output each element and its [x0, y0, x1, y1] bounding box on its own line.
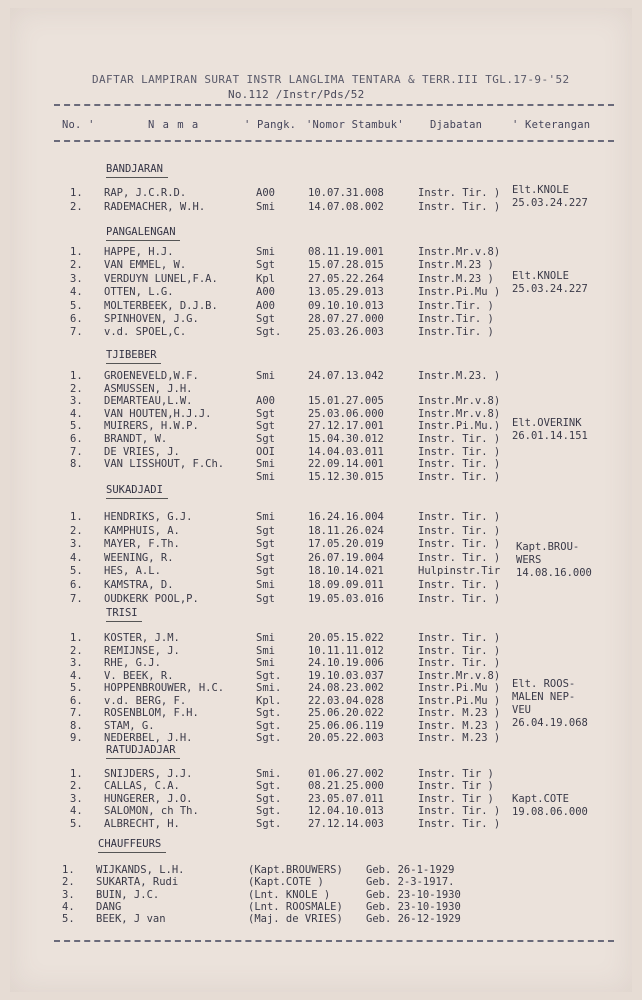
row-nama: RADEMACHER, W.H.	[104, 200, 206, 213]
row-djabatan: Instr.Tir. )	[418, 313, 494, 325]
col-header-stambuk: 'Nomor Stambuk'	[306, 119, 404, 131]
row-stambuk: 16.24.16.004	[308, 511, 384, 523]
row-pangkat: Smi	[256, 200, 275, 213]
row-pangkat: Sgt.	[256, 707, 282, 719]
row-pangkat: Sgt	[256, 313, 275, 325]
row-pangkat: Sgt	[256, 551, 275, 564]
table-row	[0, 913, 642, 927]
row-djabatan: Instr. Tir. )	[418, 657, 501, 669]
header-rule-top	[54, 104, 614, 106]
section-title: RATUDJADJAR	[106, 744, 176, 756]
row-nama: VAN EMMEL, W.	[104, 259, 187, 272]
row-pangkat: Smi.	[256, 682, 282, 694]
row-pangkat: Sgt	[256, 538, 275, 551]
row-nama: RHE, G.J.	[104, 657, 161, 669]
table-row	[0, 246, 642, 260]
row-nama: SNIJDERS, J.J.	[104, 768, 193, 780]
row-nama: KOSTER, J.M.	[104, 632, 180, 644]
row-stambuk: 22.03.04.028	[308, 694, 384, 707]
row-nama: OTTEN, L.G.	[104, 286, 174, 299]
row-nama: VAN LISSHOUT, F.Ch.	[104, 458, 225, 471]
row-pangkat: A00	[256, 395, 275, 408]
row-nama: HENDRIKS, G.J.	[104, 511, 193, 523]
keterangan-line: VEU	[512, 704, 531, 716]
row-djabatan: Hulpinstr.Tir	[418, 565, 501, 578]
row-pangkat: Sgt.	[256, 732, 282, 744]
row-nama: HAPPE, H.J.	[104, 246, 174, 258]
row-nama: RAP, J.C.R.D.	[104, 187, 187, 199]
row-nama: SUKARTA, Rudi	[96, 876, 179, 889]
row-djabatan: Instr.Mr.v.8)	[418, 395, 501, 408]
row-geboren: Geb. 23-10-1930	[366, 900, 461, 913]
row-pangkat: Sgt.	[256, 719, 282, 732]
row-djabatan: Instr. Tir. )	[418, 579, 501, 591]
row-number: 4.	[62, 900, 75, 913]
section-title: SUKADJADI	[106, 484, 163, 496]
row-pangkat: Sgt	[256, 259, 275, 272]
row-nama: BUIN, J.C.	[96, 888, 160, 901]
row-nama: VERDUYN LUNEL,F.A.	[104, 272, 218, 285]
row-nama: REMIJNSE, J.	[104, 644, 180, 657]
row-stambuk: 27.12.17.001	[308, 420, 384, 433]
row-djabatan: Instr.Mr.v.8)	[418, 246, 501, 258]
row-nama: HUNGERER, J.O.	[104, 792, 193, 805]
table-row	[0, 579, 642, 593]
row-nama: WEENING, R.	[104, 551, 174, 564]
table-row	[0, 313, 642, 327]
row-number: 1.	[70, 187, 83, 199]
row-nama: DEMARTEAU,L.W.	[104, 395, 193, 408]
row-pangkat: A00	[256, 187, 275, 199]
row-stambuk: 26.07.19.004	[308, 551, 384, 564]
row-stambuk: 12.04.10.013	[308, 805, 384, 818]
row-stambuk: 13.05.29.013	[308, 286, 384, 299]
row-stambuk: 25.06.06.119	[308, 719, 384, 732]
row-number: 1.	[70, 632, 83, 644]
row-number: 3.	[70, 792, 83, 805]
row-number: 6.	[70, 579, 83, 591]
keterangan-line: Elt. ROOS-	[512, 678, 576, 690]
row-pangkat: Sgt.	[256, 669, 282, 682]
row-djabatan: Instr. Tir )	[418, 792, 494, 805]
row-stambuk: 28.07.27.000	[308, 313, 384, 325]
row-djabatan: Instr. Tir. )	[418, 805, 501, 818]
row-djabatan: Instr.Tir. )	[418, 299, 494, 312]
col-header-keterangan: ' Keterangan	[512, 119, 591, 131]
row-stambuk: 08.11.19.001	[308, 246, 384, 258]
row-pangkat: Smi	[256, 511, 275, 523]
row-stambuk: 25.03.26.003	[308, 326, 384, 339]
row-pangkat: Smi	[256, 644, 275, 657]
row-stambuk: 18.09.09.011	[308, 579, 384, 591]
table-row	[0, 593, 642, 607]
row-nama: SALOMON, ch Th.	[104, 805, 199, 818]
row-number: 7.	[70, 707, 83, 719]
section-underline	[106, 240, 180, 241]
row-stambuk: 22.09.14.001	[308, 458, 384, 471]
row-number: 8.	[70, 458, 83, 471]
row-nama: DANG	[96, 900, 122, 913]
row-stambuk: 08.21.25.000	[308, 780, 384, 793]
row-number: 7.	[70, 445, 83, 458]
row-djabatan: Instr.Pi.Mu )	[418, 694, 501, 707]
row-pangkat: Sgt	[256, 420, 275, 433]
row-nama: NEDERBEL, J.H.	[104, 732, 193, 744]
row-djabatan: Instr. M.23 )	[418, 719, 501, 732]
row-nama: DE VRIES, J.	[104, 445, 180, 458]
row-number: 5.	[70, 565, 83, 578]
row-djabatan: Instr. Tir. )	[418, 445, 501, 458]
row-nama: WIJKANDS, L.H.	[96, 864, 185, 876]
row-stambuk: 15.07.28.015	[308, 259, 384, 272]
section-title: TRISI	[106, 607, 138, 619]
row-officer: (Lnt. ROOSMALE)	[248, 900, 343, 913]
row-officer: (Kapt.COTE )	[248, 876, 324, 889]
row-djabatan: Instr.M.23. )	[418, 370, 501, 382]
row-stambuk: 14.07.08.002	[308, 200, 384, 213]
row-number: 6.	[70, 694, 83, 707]
row-djabatan: Instr. Tir )	[418, 780, 494, 793]
section-title: PANGALENGAN	[106, 226, 176, 238]
row-nama: HOPPENBROUWER, H.C.	[104, 682, 225, 694]
row-djabatan: Instr. Tir. )	[418, 433, 501, 445]
row-djabatan: Instr. Tir. )	[418, 644, 501, 657]
row-stambuk: 19.05.03.016	[308, 592, 384, 605]
row-djabatan: Instr.Pi.Mu )	[418, 682, 501, 694]
row-stambuk: 23.05.07.011	[308, 792, 384, 805]
row-stambuk: 20.05.15.022	[308, 632, 384, 644]
row-pangkat: Sgt	[256, 407, 275, 420]
document-number: No.112 /Instr/Pds/52	[228, 88, 365, 101]
table-row	[0, 326, 642, 340]
row-geboren: Geb. 26-1-1929	[366, 864, 455, 876]
row-djabatan: Instr. Tir. )	[418, 538, 501, 551]
row-stambuk: 14.04.03.011	[308, 445, 384, 458]
row-stambuk: 15.01.27.005	[308, 395, 384, 408]
row-pangkat: Kpl.	[256, 694, 282, 707]
keterangan-line: Elt.KNOLE	[512, 184, 569, 196]
row-pangkat: Smi	[256, 458, 275, 471]
row-stambuk: 24.10.19.006	[308, 657, 384, 669]
row-stambuk: 17.05.20.019	[308, 538, 384, 551]
document-title: DAFTAR LAMPIRAN SURAT INSTR LANGLIMA TENTARA & TERR.III TGL.17-9-'52	[92, 73, 570, 86]
row-djabatan: Instr. Tir. )	[418, 470, 501, 483]
row-geboren: Geb. 26-12-1929	[366, 913, 461, 926]
row-djabatan: Instr.Mr.v.8)	[418, 669, 501, 682]
row-djabatan: Instr.M.23 )	[418, 259, 494, 272]
row-nama: MUIRERS, H.W.P.	[104, 420, 199, 433]
row-stambuk: 18.11.26.024	[308, 524, 384, 537]
row-djabatan: Instr. Tir. )	[418, 187, 501, 199]
row-djabatan: Instr.Tir. )	[418, 326, 494, 339]
row-djabatan: Instr.Pi.Mu.)	[418, 420, 501, 433]
section-underline	[98, 852, 166, 853]
row-pangkat: Sgt	[256, 565, 275, 578]
row-nama: ASMUSSEN, J.H.	[104, 382, 193, 395]
row-nama: OUDKERK POOL,P.	[104, 592, 199, 605]
row-officer: (Lnt. KNOLE )	[248, 888, 331, 901]
row-nama: BEEK, J van	[96, 913, 166, 926]
row-number: 6.	[70, 313, 83, 325]
row-nama: ALBRECHT, H.	[104, 817, 180, 830]
section-title: BANDJARAN	[106, 163, 163, 175]
row-nama: MOLTERBEEK, D.J.B.	[104, 299, 218, 312]
row-number: 2.	[70, 259, 83, 272]
row-djabatan: Instr. Tir. )	[418, 511, 501, 523]
row-nama: STAM, G.	[104, 719, 155, 732]
keterangan-line: 19.08.06.000	[512, 806, 588, 818]
row-stambuk: 18.10.14.021	[308, 565, 384, 578]
row-pangkat: Smi	[256, 657, 275, 669]
row-pangkat: Sgt.	[256, 817, 282, 830]
row-number: 2.	[70, 382, 83, 395]
row-pangkat: Smi	[256, 470, 275, 483]
row-number: 5.	[70, 420, 83, 433]
row-number: 8.	[70, 719, 83, 732]
row-pangkat: Smi	[256, 246, 275, 258]
header-rule-bottom	[54, 140, 614, 142]
keterangan-line: Elt.OVERINK	[512, 417, 582, 429]
row-pangkat: Sgt.	[256, 805, 282, 818]
row-nama: ROSENBLOM, F.H.	[104, 707, 199, 719]
col-header-djabatan: Djabatan	[430, 119, 483, 131]
keterangan-line: Kapt.COTE	[512, 793, 569, 805]
row-stambuk: 10.07.31.008	[308, 187, 384, 199]
table-row	[0, 511, 642, 525]
row-djabatan: Instr. Tir )	[418, 768, 494, 780]
keterangan-line: Kapt.BROU-	[516, 541, 580, 553]
row-number: 2.	[62, 876, 75, 889]
row-pangkat: Sgt.	[256, 780, 282, 793]
row-nama: CALLAS, C.A.	[104, 780, 180, 793]
row-number: 1.	[70, 511, 83, 523]
table-row	[0, 552, 642, 566]
row-djabatan: Instr. Tir. )	[418, 551, 501, 564]
row-geboren: Geb. 2-3-1917.	[366, 876, 455, 889]
row-number: 1.	[70, 246, 83, 258]
keterangan-line: Elt.KNOLE	[512, 270, 569, 282]
row-officer: (Maj. de VRIES)	[248, 913, 343, 926]
row-nama: KAMSTRA, D.	[104, 579, 174, 591]
table-row	[0, 525, 642, 539]
row-nama: SPINHOVEN, J.G.	[104, 313, 199, 325]
row-officer: (Kapt.BROUWERS)	[248, 864, 343, 876]
row-pangkat: Smi.	[256, 768, 282, 780]
row-number: 4.	[70, 669, 83, 682]
row-number: 3.	[70, 538, 83, 551]
row-number: 5.	[62, 913, 75, 926]
row-number: 4.	[70, 407, 83, 420]
row-pangkat: Sgt	[256, 524, 275, 537]
keterangan-line: 26.04.19.068	[512, 717, 588, 729]
table-row	[0, 732, 642, 746]
col-header-no: No. '	[62, 119, 95, 131]
section-underline	[106, 177, 168, 178]
row-number: 2.	[70, 200, 83, 213]
row-number: 1.	[70, 370, 83, 382]
footer-rule	[54, 940, 614, 942]
row-pangkat: Kpl	[256, 272, 275, 285]
row-pangkat: Smi	[256, 370, 275, 382]
row-number: 2.	[70, 780, 83, 793]
table-row	[0, 818, 642, 832]
col-header-pangkat: ' Pangk.	[244, 119, 297, 131]
row-pangkat: Sgt.	[256, 792, 282, 805]
row-djabatan: Instr. Tir. )	[418, 200, 501, 213]
keterangan-line: 25.03.24.227	[512, 283, 588, 295]
row-number: 2.	[70, 644, 83, 657]
section-title: TJIBEBER	[106, 349, 157, 361]
keterangan-line: WERS	[516, 554, 542, 566]
row-pangkat: Smi	[256, 632, 275, 644]
keterangan-line: 26.01.14.151	[512, 430, 588, 442]
row-stambuk: 19.10.03.037	[308, 669, 384, 682]
row-number: 3.	[70, 272, 83, 285]
row-djabatan: Instr.Mr.v.8)	[418, 407, 501, 420]
row-stambuk: 10.11.11.012	[308, 644, 384, 657]
keterangan-line: MALEN NEP-	[512, 691, 576, 703]
section-title: CHAUFFEURS	[98, 838, 162, 850]
row-stambuk: 15.12.30.015	[308, 470, 384, 483]
section-underline	[106, 621, 142, 622]
row-djabatan: Instr.Pi.Mu )	[418, 286, 501, 299]
row-number: 7.	[70, 592, 83, 605]
row-number: 2.	[70, 524, 83, 537]
row-pangkat: Sgt	[256, 433, 275, 445]
row-nama: KAMPHUIS, A.	[104, 524, 180, 537]
row-pangkat: Sgt	[256, 592, 275, 605]
keterangan-line: 25.03.24.227	[512, 197, 588, 209]
row-pangkat: Smi	[256, 579, 275, 591]
keterangan-line: 14.08.16.000	[516, 567, 592, 579]
row-stambuk: 20.05.22.003	[308, 732, 384, 744]
row-number: 3.	[62, 888, 75, 901]
table-row	[0, 300, 642, 314]
row-djabatan: Instr. Tir. )	[418, 632, 501, 644]
row-nama: BRANDT, W.	[104, 433, 168, 445]
row-number: 1.	[70, 768, 83, 780]
col-header-nama: N a m a	[148, 119, 200, 131]
row-nama: v.d. BERG, F.	[104, 694, 187, 707]
row-number: 4.	[70, 286, 83, 299]
row-djabatan: Instr.M.23 )	[418, 272, 494, 285]
row-geboren: Geb. 23-10-1930	[366, 888, 461, 901]
row-nama: GROENEVELD,W.F.	[104, 370, 199, 382]
row-nama: V. BEEK, R.	[104, 669, 174, 682]
row-number: 9.	[70, 732, 83, 744]
row-number: 3.	[70, 395, 83, 408]
row-number: 5.	[70, 299, 83, 312]
row-stambuk: 01.06.27.002	[308, 768, 384, 780]
section-underline	[106, 363, 161, 364]
row-djabatan: Instr. M.23 )	[418, 707, 501, 719]
section-underline	[106, 498, 168, 499]
row-djabatan: Instr. Tir. )	[418, 817, 501, 830]
row-djabatan: Instr. Tir. )	[418, 524, 501, 537]
row-djabatan: Instr. M.23 )	[418, 732, 501, 744]
row-number: 1.	[62, 864, 75, 876]
row-djabatan: Instr. Tir. )	[418, 592, 501, 605]
row-number: 5.	[70, 817, 83, 830]
section-underline	[106, 758, 180, 759]
row-number: 4.	[70, 805, 83, 818]
row-nama: VAN HOUTEN,H.J.J.	[104, 407, 212, 420]
row-stambuk: 27.12.14.003	[308, 817, 384, 830]
row-nama: v.d. SPOEL,C.	[104, 326, 187, 339]
row-stambuk: 24.07.13.042	[308, 370, 384, 382]
row-number: 7.	[70, 326, 83, 339]
row-stambuk: 25.03.06.000	[308, 407, 384, 420]
row-stambuk: 09.10.10.013	[308, 299, 384, 312]
row-stambuk: 25.06.20.022	[308, 707, 384, 719]
row-number: 5.	[70, 682, 83, 694]
row-pangkat: A00	[256, 286, 275, 299]
row-pangkat: A00	[256, 299, 275, 312]
table-row	[0, 471, 642, 485]
row-nama: HES, A.L.	[104, 565, 161, 578]
row-stambuk: 27.05.22.264	[308, 272, 384, 285]
row-pangkat: OOI	[256, 445, 275, 458]
row-stambuk: 15.04.30.012	[308, 433, 384, 445]
row-number: 6.	[70, 433, 83, 445]
row-number: 4.	[70, 551, 83, 564]
row-number: 3.	[70, 657, 83, 669]
row-nama: MAYER, F.Th.	[104, 538, 180, 551]
row-djabatan: Instr. Tir. )	[418, 458, 501, 471]
row-stambuk: 24.08.23.002	[308, 682, 384, 694]
row-pangkat: Sgt.	[256, 326, 282, 339]
